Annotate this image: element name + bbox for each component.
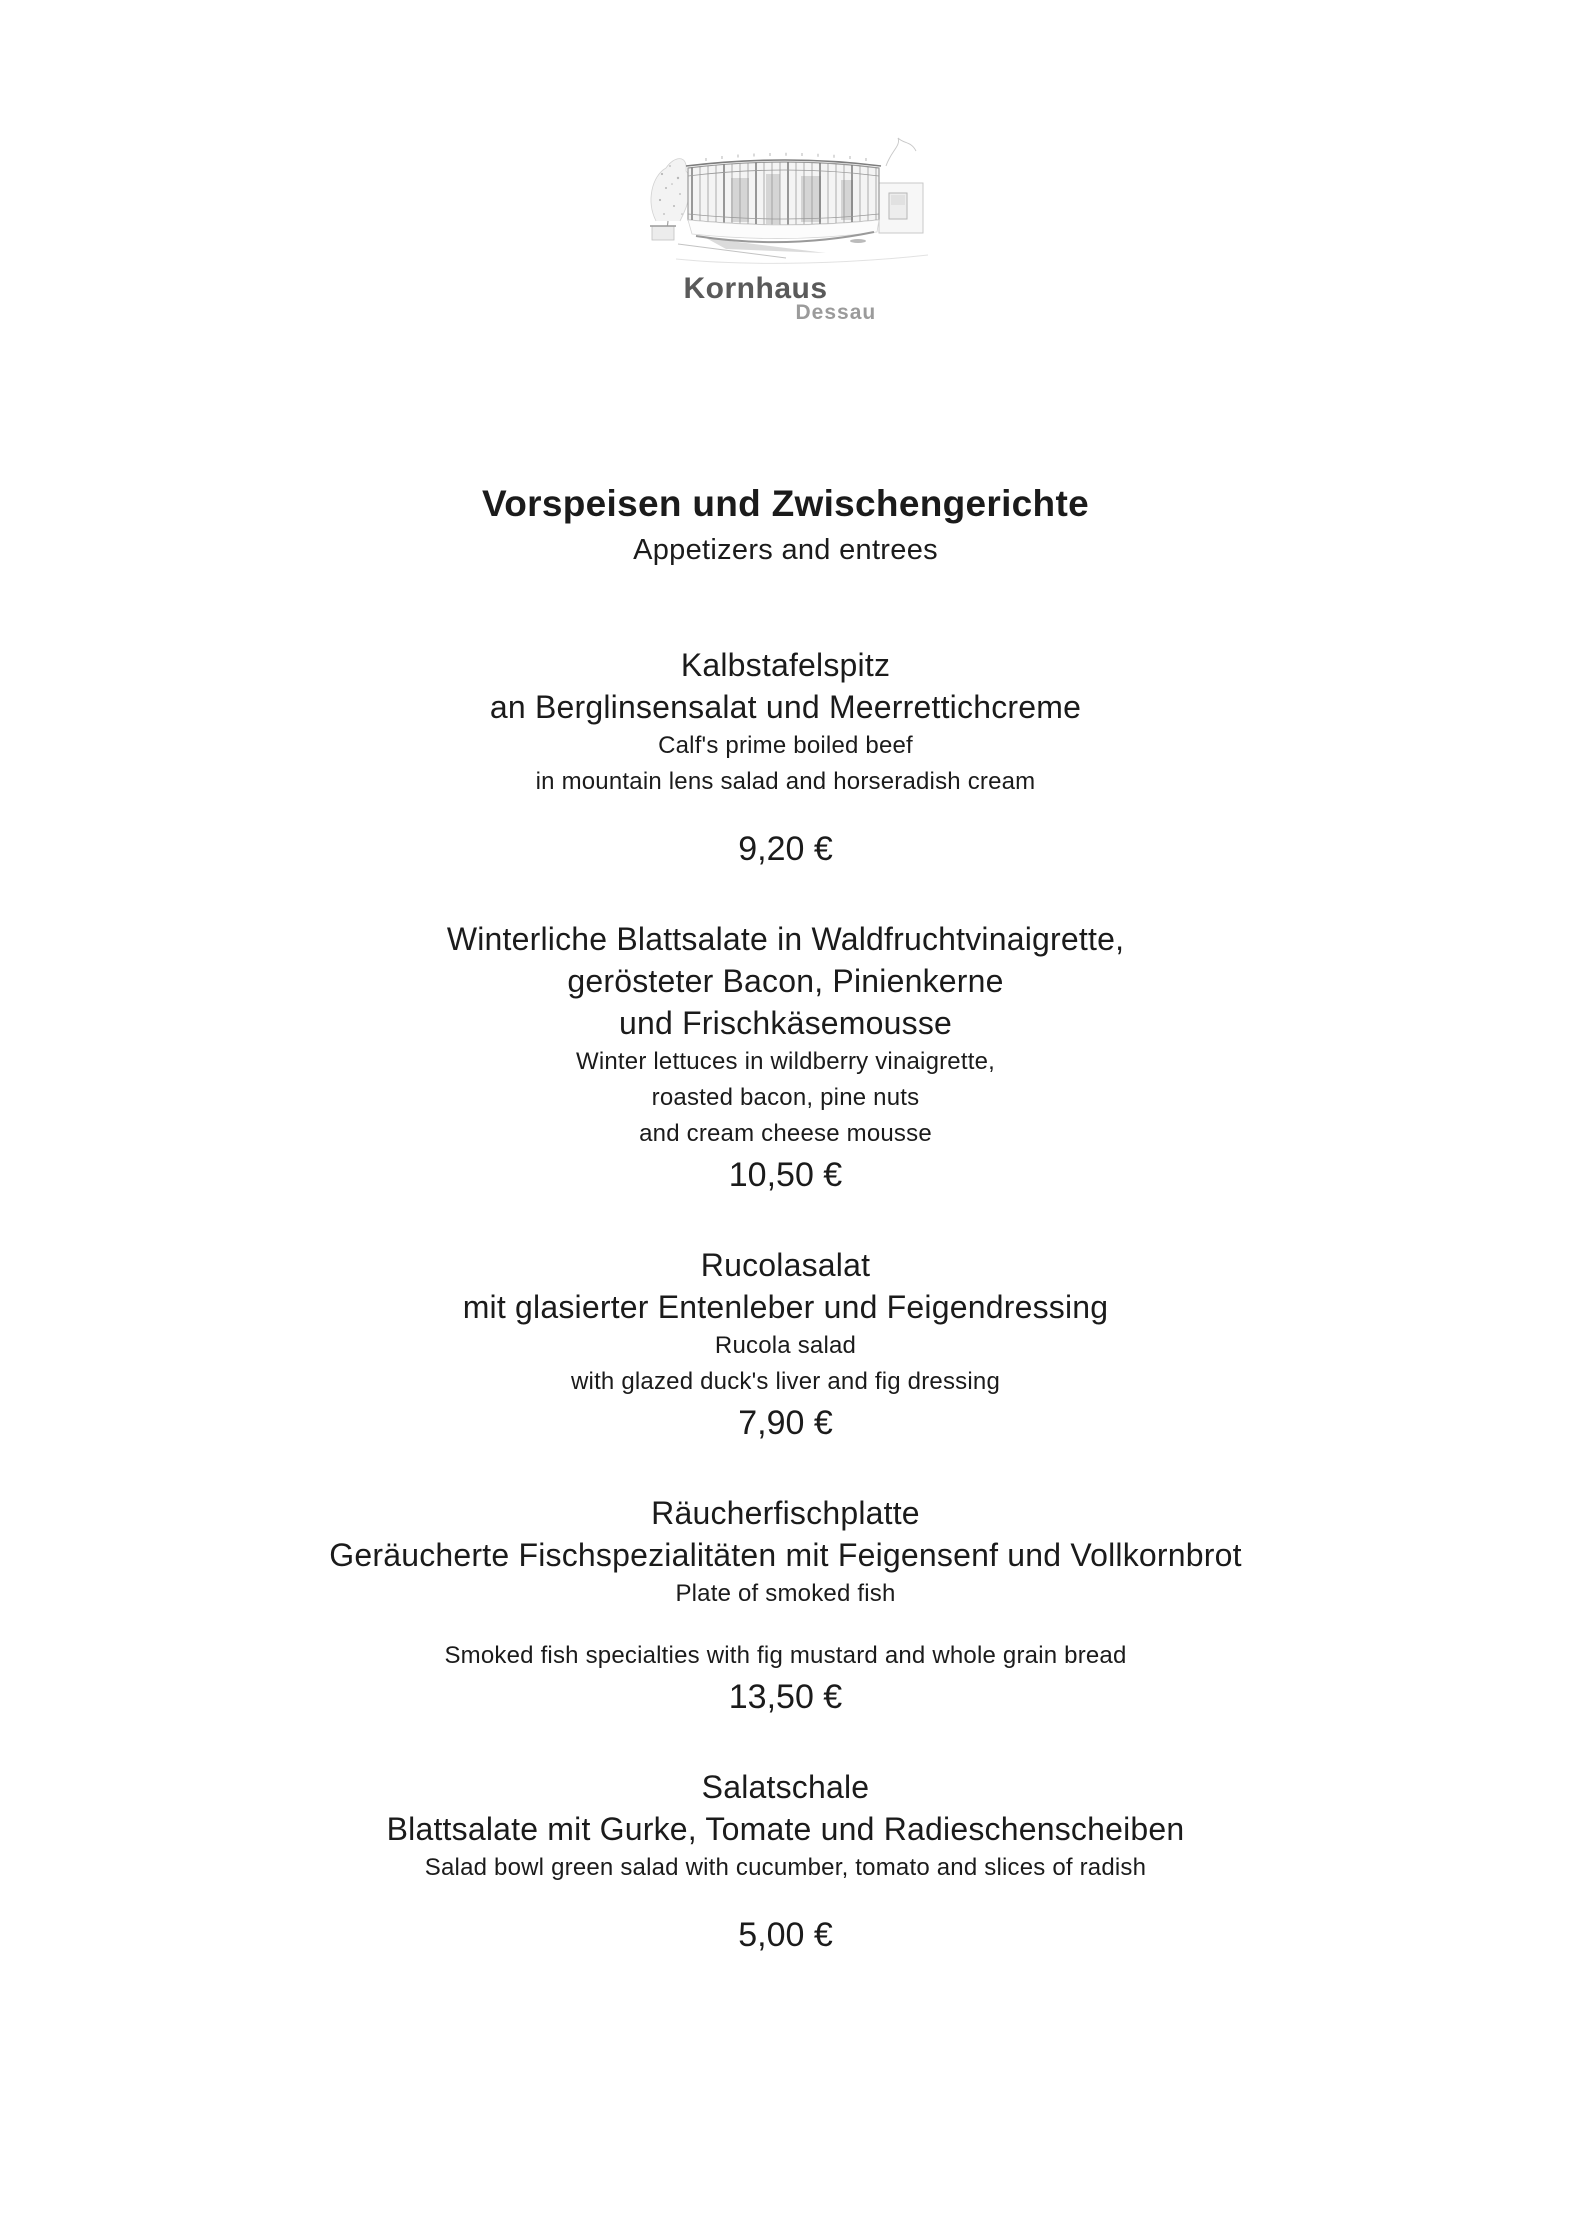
menu-item-raeucherfischplatte [0,1492,1571,1720]
page-subtitle: Appetizers and entrees [633,534,938,566]
item-desc-line: Winter lettuces in wildberry vinaigrette, [575,1048,996,1075]
item-price: 7,90 € [738,1404,833,1442]
kornhaus-building-icon [636,126,936,276]
item-name-line: Salatschale [701,1769,870,1805]
item-desc-line: roasted bacon, pine nuts [651,1084,920,1111]
item-desc-line: Salad bowl green salad with cucumber, tomato and slices of radish [424,1854,1147,1881]
item-desc-line: Smoked fish specialties with fig mustard and whole grain bread [444,1642,1127,1669]
item-price: 13,50 € [728,1678,843,1716]
item-desc-line: Plate of smoked fish [675,1580,896,1607]
menu-item-winterliche-blattsalate [0,918,1571,1198]
logo [636,126,936,326]
item-desc-line: Calf's prime boiled beef [658,732,913,759]
menu-item-kalbstafelspitz [0,644,1571,872]
item-name-line: und Frischkäsemousse [618,1005,953,1041]
item-price: 9,20 € [738,830,833,868]
item-name-line: Winterliche Blattsalate in Waldfruchtvinaigrette, [446,921,1125,957]
logo-city-text: Dessau [795,301,877,324]
menu-item-rucolasalat [0,1244,1571,1446]
menu-item-salatschale [0,1766,1571,1958]
item-name-line: Kalbstafelspitz [680,647,891,683]
item-name-line: gerösteter Bacon, Pinienkerne [567,963,1004,999]
item-name-line: Rucolasalat [700,1247,871,1283]
item-desc-line: Rucola salad [714,1332,857,1359]
item-name-line: Geräucherte Fischspezialitäten mit Feigensenf und Vollkornbrot [329,1537,1242,1573]
logo-brand-text: Kornhaus [683,272,828,305]
item-price: 10,50 € [728,1156,843,1194]
item-name-line: mit glasierter Entenleber und Feigendressing [462,1289,1109,1325]
item-desc-line: in mountain lens salad and horseradish cream [535,768,1036,795]
item-price: 5,00 € [738,1916,833,1954]
page-title: Vorspeisen und Zwischengerichte [482,483,1089,524]
item-name-line: Blattsalate mit Gurke, Tomate und Radieschenscheiben [386,1811,1185,1847]
item-name-line: Räucherfischplatte [651,1495,920,1531]
item-name-line: an Berglinsensalat und Meerrettichcreme [489,689,1082,725]
item-desc-line: and cream cheese mousse [639,1120,932,1147]
item-desc-line: with glazed duck's liver and fig dressing [571,1368,1000,1395]
